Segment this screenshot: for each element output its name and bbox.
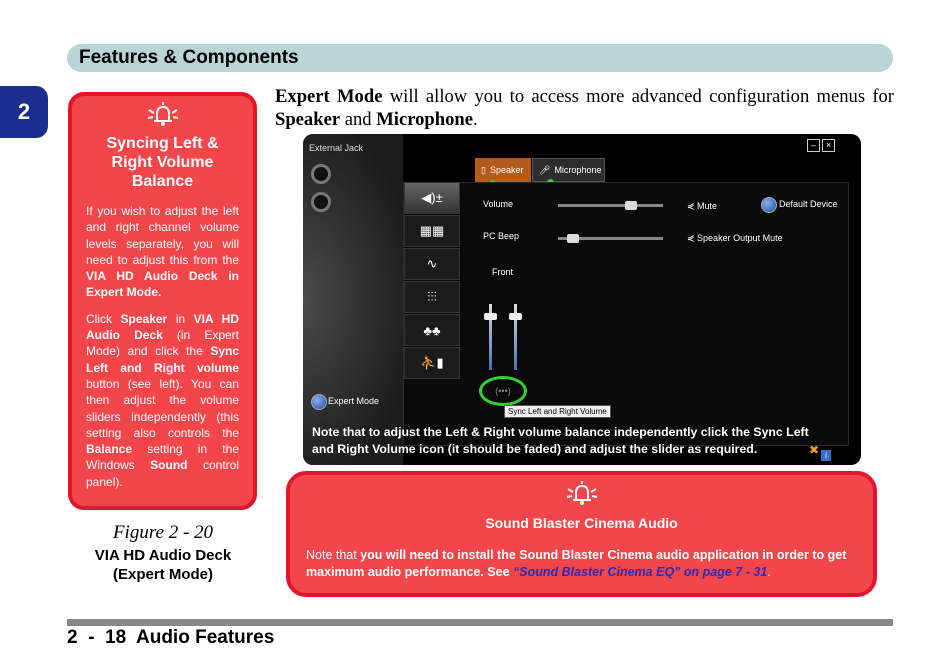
screenshot-note: Note that to adjust the Left & Right volume balance independently click the Sync Left and Right Volume icon (it should be faded) and adjust the slider as required. <box>312 425 809 456</box>
pc-beep-slider[interactable] <box>558 237 663 240</box>
figure-title: VIA HD Audio Deck (Expert Mode) <box>94 547 232 583</box>
speaker-grid-icon: ▦▦ <box>419 223 445 238</box>
expert-mode-label: Expert Mode <box>328 396 380 406</box>
speaker-output-mute-toggle[interactable]: ⋞ Speaker Output Mute <box>687 233 783 243</box>
note-paragraph-2: Click Speaker in VIA HD Audio Deck (in Expert Mode) and click the Sync Left and Right volume button (see left). You can then adjust the volume sliders independently (this setting also controls the Balance setting in the Windows Sound control panel). <box>86 311 239 489</box>
note-paragraph-1: If you wish to adjust the left and right channel volume levels separately, you will need to adjust this from the VIA HD Audio Deck in Expert Mode. <box>86 204 239 300</box>
environment-button[interactable] <box>404 314 460 346</box>
intro-paragraph: Expert Mode will allow you to access more advanced configuration menus for Speaker and Microphone. <box>275 86 894 130</box>
info-icon[interactable]: i <box>821 450 831 461</box>
volume-slider-handle[interactable] <box>625 201 637 210</box>
note-title: Sound Blaster Cinema Audio <box>485 515 678 531</box>
volume-label: Volume <box>483 199 514 209</box>
footer-divider <box>67 619 893 626</box>
section-header <box>67 44 893 72</box>
right-channel-slider-handle[interactable] <box>509 313 522 320</box>
audio-deck-screenshot <box>303 134 861 465</box>
right-channel-slider[interactable] <box>514 304 517 370</box>
section-header-title: Features & Components <box>79 47 299 68</box>
speaker-mute-icon: ⋞ <box>687 233 698 243</box>
left-channel-slider-handle[interactable] <box>484 313 497 320</box>
window-controls <box>807 139 835 152</box>
tab-speaker[interactable]: ▯ Speaker <box>475 158 531 182</box>
alert-bell-icon <box>86 102 239 130</box>
jack-icon[interactable] <box>311 164 331 184</box>
environment-icon: ♣♣ <box>423 322 441 338</box>
equalizer-icon: ⫶⫶⫶ <box>427 289 437 304</box>
alert-bell-icon <box>306 481 857 509</box>
chapter-tab: 2 <box>0 86 48 138</box>
volume-slider[interactable] <box>558 204 663 207</box>
page-link[interactable]: “Sound Blaster Cinema EQ” on page 7 - 31 <box>513 565 768 579</box>
note-box-syncing <box>68 92 257 510</box>
pc-beep-label: PC Beep <box>483 231 520 241</box>
default-device-label: Default Device <box>779 199 838 209</box>
jack-icon[interactable] <box>311 192 331 212</box>
tools-icon[interactable]: ✖ <box>808 443 819 457</box>
equalizer-button[interactable] <box>404 281 460 313</box>
close-button[interactable]: × <box>822 139 835 152</box>
sync-tooltip: Sync Left and Right Volume <box>504 405 611 418</box>
sample-rate-button[interactable] <box>404 248 460 280</box>
speaker-mute-icon: ⋞ <box>687 201 698 211</box>
page-footer: 2 - 18 Audio Features <box>67 627 275 648</box>
sync-link-icon: (•••) <box>495 386 511 396</box>
left-channel-slider[interactable] <box>489 304 492 370</box>
speaker-config-button[interactable] <box>404 215 460 247</box>
figure-number: Figure 2 - 20 <box>112 522 214 543</box>
note-box-sound-blaster <box>286 471 877 597</box>
room-correction-icon: ⛹▮ <box>420 355 444 370</box>
tab-microphone[interactable]: 🎤︎ Microphone <box>532 158 605 182</box>
expert-mode-radio[interactable] <box>311 394 327 410</box>
default-device-radio[interactable] <box>761 197 777 213</box>
waveform-icon: ∿ <box>426 256 438 271</box>
volume-icon: ◀)± <box>421 190 443 205</box>
speaker-icon: ▯ <box>481 164 486 175</box>
room-correction-button[interactable] <box>404 347 460 379</box>
external-jack-label: External Jack <box>309 143 364 153</box>
front-label: Front <box>492 267 514 277</box>
note-title: Syncing Left & Right Volume Balance <box>106 135 219 190</box>
mute-toggle[interactable]: ⋞ Mute <box>687 201 718 211</box>
figure-caption <box>68 522 258 584</box>
sync-left-right-volume-button[interactable] <box>479 376 527 406</box>
microphone-icon: 🎤︎ <box>539 164 551 175</box>
pc-beep-slider-handle[interactable] <box>567 234 579 243</box>
volume-menu-button[interactable] <box>404 182 460 214</box>
speaker-settings-panel <box>403 182 849 446</box>
note-paragraph: Note that you will need to install the Sound Blaster Cinema audio application in order to get maximum audio performance. See “Sound Blaster Cinema EQ” on page 7 - 31. <box>306 548 847 579</box>
minimize-button[interactable]: – <box>807 139 820 152</box>
side-menu <box>404 182 460 380</box>
